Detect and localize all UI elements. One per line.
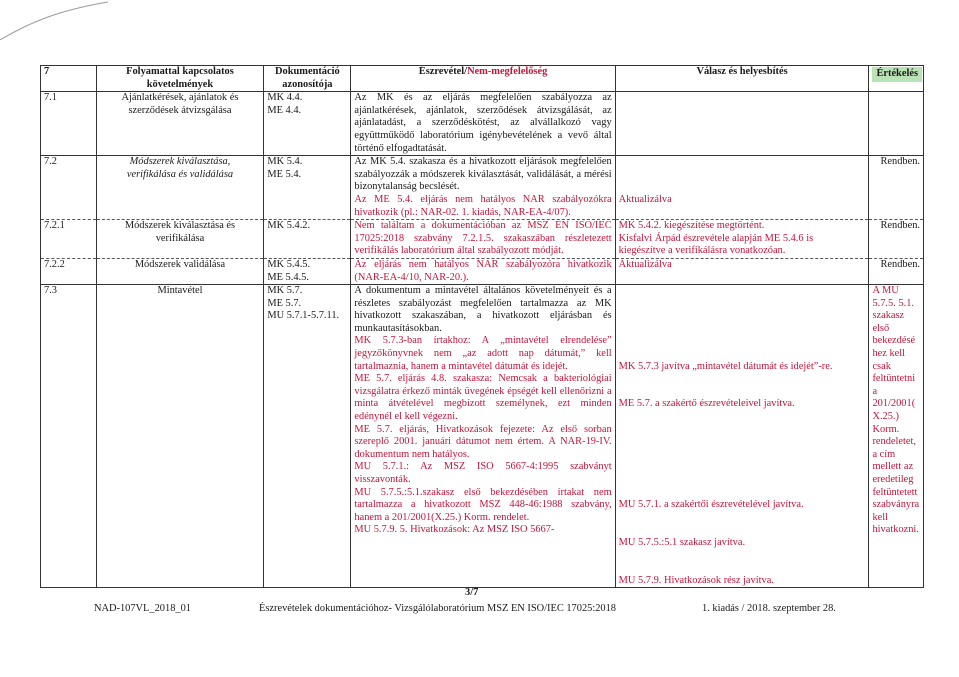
row-requirement (96, 220, 264, 259)
row-observation (351, 156, 615, 220)
header-req-line1: Folyamattal kapcsolatos (126, 66, 234, 77)
response-text: Kisfalvi Árpád észrevétele alapján ME 5.4.6 is (618, 232, 814, 244)
row-num: 7.2.2 (41, 258, 97, 284)
row-requirement (96, 285, 264, 588)
response-text: ME 5.7. a szakértő észrevételeivel javítva. (618, 398, 795, 410)
evaluation-line: 5.7.5. 5.1. (872, 297, 914, 309)
row-evaluation: Rendben. (869, 156, 924, 220)
doc-ref: MK 4.4. (267, 92, 303, 104)
row-evaluation: Rendben. (869, 220, 924, 259)
nonconformity-text: MU 5.7.1.: Az MSZ ISO 5667-4:1995 szabványt visszavonták. (354, 461, 612, 485)
nonconformity-text: Nem találtam a dokumentációban az MSZ EN ISO/IEC 17025:2018 szabvány 7.2.1.5. szakaszában részletezett verifikálás laboratórium által szabályozott módját. (354, 220, 612, 257)
doc-ref: MK 5.4.2. (267, 220, 311, 232)
evaluation-line: feltüntetett (872, 486, 918, 498)
doc-ref: ME 5.7. (267, 297, 302, 309)
doc-ref: ME 5.4.5. (267, 271, 309, 283)
response-text: MU 5.7.5.:5.1 szakasz javítva. (618, 536, 746, 548)
footer-doc-id: NAD-107VL_2018_01 (94, 603, 191, 614)
nonconformity-text: Az eljárás nem hatályos NAR szabályozóra hivatkozik (NAR-EA-4/10, NAR-20.). (354, 258, 612, 283)
row-observation (351, 285, 615, 588)
table-row (41, 92, 924, 156)
requirement-line: szerződések átvizsgálása (128, 104, 232, 116)
row-response (615, 258, 869, 284)
table-row (41, 258, 924, 284)
evaluation-line: első (872, 322, 890, 334)
row-requirement (96, 156, 264, 220)
evaluation-line: hez kell (872, 348, 906, 360)
footer-edition: 1. kiadás / 2018. szeptember 28. (702, 603, 836, 614)
review-table (40, 65, 924, 588)
header-doc-line1: Dokumentáció (275, 66, 340, 77)
evaluation-line: kell (872, 511, 889, 523)
response-text: MU 5.7.1. a szakértői észrevételével javítva. (618, 499, 804, 511)
doc-ref: MK 5.4. (267, 156, 303, 168)
response-text: MU 5.7.9. Hivatkozások rész javítva. (618, 574, 774, 586)
evaluation-line: Korm. (872, 423, 900, 435)
response-text: MK 5.4.2. kiegészítése megtörtént. (618, 220, 765, 232)
requirement-line: Ajánlatkérések, ajánlatok és (121, 92, 239, 104)
row-num: 7.1 (41, 92, 97, 156)
row-num: 7.2 (41, 156, 97, 220)
row-documentation (264, 92, 351, 156)
response-text: MK 5.7.3 javítva „mintavétel dátumát és idejét”-re. (618, 360, 833, 372)
row-num: 7.2.1 (41, 220, 97, 259)
header-observation: Észrevétel/Nem-megfelelőség (351, 66, 615, 92)
doc-ref: MK 5.7. (267, 285, 303, 297)
evaluation-line: feltüntetni (872, 373, 916, 385)
observation-text: A dokumentum a mintavétel általános követelményeit és a részletes szabályozást megfelelően tartalmazza az MK hivatkozott szakaszában, a hivatkozott eljárásban és munkautasításokban. (354, 285, 612, 334)
row-observation (351, 258, 615, 284)
row-response (615, 285, 869, 588)
evaluation-line: 201/2001( (872, 398, 916, 410)
requirement-line: verifikálása (155, 232, 205, 244)
row-requirement (96, 258, 264, 284)
header-doc-line2: azonosítója (282, 78, 333, 90)
nonconformity-text: MK 5.7.3-ban írtakhoz: A „mintavétel elrendelése” jegyzőkönyvnek nem „az adott nap dátumát,” kell tartalmaznia, hanem a mintavétel dátumát és idejét. (354, 335, 612, 372)
row-response (615, 92, 869, 156)
nonconformity-text: ME 5.7. eljárás, Hivatkozások fejezete: Az első sorban szereplő 2001. januári dátumot nem értem. A NAR-19-IV. dokumentum nem hatályos. (354, 423, 612, 460)
row-documentation (264, 156, 351, 220)
requirement-line: verifikálása és validálása (126, 168, 234, 180)
table-row (41, 156, 924, 220)
table-row (41, 285, 924, 588)
doc-ref: MU 5.7.1-5.7.11. (267, 310, 340, 322)
evaluation-line: rendeletet, (872, 436, 916, 448)
table-header-row (41, 66, 924, 92)
row-response (615, 220, 869, 259)
scan-corner-mark (0, 0, 110, 40)
doc-ref: ME 4.4. (267, 104, 302, 116)
row-documentation (264, 220, 351, 259)
row-evaluation (869, 92, 924, 156)
evaluation-line: szakasz (872, 310, 905, 322)
table-row (41, 220, 924, 259)
row-documentation (264, 285, 351, 588)
page-number: 3/7 (465, 587, 479, 598)
evaluation-line: csak (872, 360, 891, 372)
row-response (615, 156, 869, 220)
requirement-line: Mintavétel (157, 285, 203, 297)
header-documentation (264, 66, 351, 92)
header-num: 7 (41, 66, 97, 92)
requirement-line: Módszerek kiválasztása, (129, 156, 231, 168)
evaluation-badge: Értékelés (872, 67, 922, 82)
observation-text: Az MK és az eljárás megfelelően szabályozza az ajánlatkérések, ajánlatok, szerződések átvizsgálását, az ajánlatadást, a szerződéskötést, az alvállalkozó vagy együttműködő laboratórium igénybevételének a vevő által történő elfogadtatását. (354, 92, 612, 154)
header-evaluation (869, 66, 924, 92)
row-observation (351, 92, 615, 156)
evaluation-line: a cím (872, 448, 896, 460)
requirement-line: Módszerek kiválasztása és (124, 220, 236, 232)
observation-text: Az MK 5.4. szakasza és a hivatkozott eljárások megfelelően szabályozzák a módszerek kiválasztását, validálását, a mérési bizonytalanság becslését. (354, 156, 612, 193)
doc-ref: ME 5.4. (267, 168, 302, 180)
doc-ref: MK 5.4.5. (267, 258, 311, 270)
header-response: Válasz és helyesbítés (615, 66, 869, 92)
footer-title: Észrevételek dokumentációhoz- Vizsgálólaboratórium MSZ EN ISO/IEC 17025:2018 (259, 603, 617, 614)
row-num: 7.3 (41, 285, 97, 588)
requirement-line: Módszerek validálása (134, 258, 226, 270)
header-requirements (96, 66, 264, 92)
evaluation-line: mellett az (872, 461, 914, 473)
response-text: Aktualizálva (618, 258, 672, 270)
evaluation-line: a (872, 385, 878, 397)
evaluation-line: szabványra (872, 499, 920, 511)
row-documentation (264, 258, 351, 284)
nonconformity-text: MU 5.7.5.:5.1.szakasz első bekezdésében írtakat nem tartalmazza a hivatkozott MSZ 448-46:1988 szabvány, hanem a 201/2001(X.25.) Korm. rendelet. (354, 486, 612, 523)
row-observation (351, 220, 615, 259)
evaluation-line: bekezdésé (872, 335, 916, 347)
nonconformity-text: ME 5.7. eljárás 4.8. szakasza: Nemcsak a bakteriológiai vizsgálatra érkező minták üvegének épségét kell ellenőrizni a minta átvételével megbízott személynek, ezt minden edénynél el kell végezni. (354, 373, 612, 423)
nonconformity-text: MU 5.7.9. 5. Hivatkozások: Az MSZ ISO 5667- (354, 524, 555, 536)
evaluation-line: X.25.) (872, 411, 899, 423)
header-req-line2: követelmények (146, 78, 214, 90)
row-evaluation (869, 285, 924, 588)
response-text: Aktualizálva (618, 193, 672, 205)
response-text: kiegészítve a verifikálásra vonatkozóan. (618, 245, 786, 257)
row-requirement (96, 92, 264, 156)
nonconformity-text: Az ME 5.4. eljárás nem hatályos NAR szabályozókra hivatkozik (pl.: NAR-02. 1. kiadás, NAR-EA-4/07). (354, 193, 612, 218)
evaluation-line: hivatkozni. (872, 524, 919, 536)
row-evaluation: Rendben. (869, 258, 924, 284)
evaluation-line: A MU (872, 285, 899, 297)
evaluation-line: eredetileg (872, 474, 914, 485)
